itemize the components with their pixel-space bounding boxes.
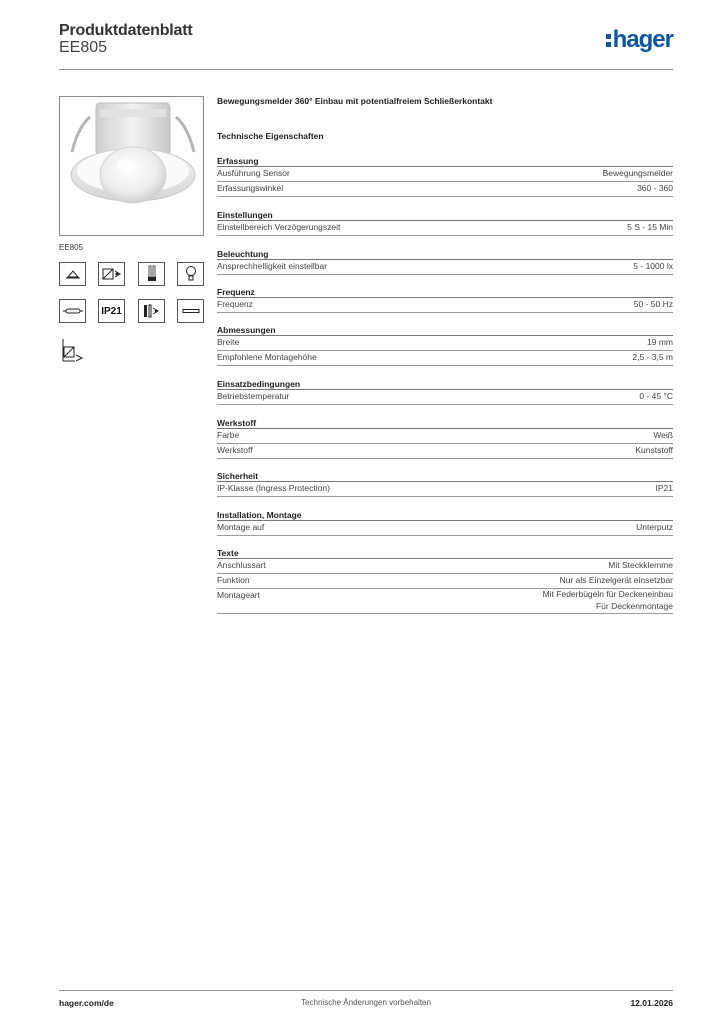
spec-value: 50 - 50 Hz [633,299,673,309]
product-description: Bewegungsmelder 360° Einbau mit potentialfreiem Schließerkontakt [217,96,493,106]
ip-rating-label: IP21 [101,305,122,317]
spec-key: Einstellbereich Verzögerungszeit [217,222,341,232]
spec-key: Farbe [217,430,240,440]
spec-row [217,444,673,459]
spec-key: Ausführung Sensor [217,168,290,178]
spec-key: Werkstoff [217,445,253,455]
spec-value: Weiß [653,430,673,440]
spec-row [217,574,673,589]
spec-value-line-1: Mit Federbügeln für Deckeneinbau [542,589,673,599]
group-title: Sicherheit [217,471,673,482]
incandescent-bulb-icon [177,262,204,286]
spec-value: IP21 [655,483,673,493]
product-photo [59,96,204,236]
group-title: Texte [217,548,673,559]
spec-row [217,182,673,197]
spec-value: Unterputz [636,522,673,532]
led-driver-icon [138,299,165,323]
spec-group-einsatzbedingungen [217,379,673,405]
spec-value: 5 - 1000 lx [633,261,673,271]
spec-key: Ansprechhelligkeit einstellbar [217,261,328,271]
group-title: Abmessungen [217,325,673,336]
hager-logo [606,28,673,52]
spec-key: Frequenz [217,299,253,309]
spec-key: Breite [217,337,240,347]
footer-notice: Technische Änderungen vorbehalten [301,998,431,1007]
spec-value: 0 - 45 °C [639,391,673,401]
spec-row [217,589,673,614]
group-title: Einsatzbedingungen [217,379,673,390]
spec-key: Funktion [217,575,250,585]
ip21-icon [98,299,125,323]
spec-row [217,429,673,444]
motor-load-icon [59,336,86,366]
spec-key: Empfohlene Montagehöhe [217,352,317,362]
spec-row [217,521,673,536]
spec-row [217,336,673,351]
group-title: Beleuchtung [217,249,673,260]
spec-key: Montageart [217,590,260,600]
page-footer [59,990,673,1010]
spec-group-erfassung [217,156,673,197]
spec-value: Bewegungsmelder [602,168,673,178]
spec-group-werkstoff [217,418,673,459]
motion-detector-image [60,97,204,236]
spec-group-einstellungen [217,210,673,236]
spec-value: Mit Steckklemme [608,560,673,570]
spec-group-texte [217,548,673,614]
page-header [59,20,673,70]
spec-key: Erfassungswinkel [217,183,284,193]
spec-group-sicherheit [217,471,673,497]
spec-row [217,298,673,313]
logo-dots-icon [606,34,611,47]
mounting-ceiling-icon [59,262,86,286]
halogen-tube-icon [59,299,86,323]
spec-value: Kunststoff [635,445,673,455]
group-title: Installation, Montage [217,510,673,521]
spec-key: Betriebstemperatur [217,391,290,401]
spec-row [217,221,673,236]
footer-date: 12.01.2026 [630,998,673,1008]
group-title: Einstellungen [217,210,673,221]
spec-key: IP-Klasse (Ingress Protection) [217,483,330,493]
spec-row [217,167,673,182]
spec-value: Nur als Einzelgerät einsetzbar [559,575,673,585]
motion-detection-icon [98,262,125,286]
group-title: Werkstoff [217,418,673,429]
spec-value-line-2: Für Deckenmontage [595,600,673,611]
spec-value: 360 - 360 [637,183,673,193]
spec-group-abmessungen [217,325,673,366]
spec-heading: Technische Eigenschaften [217,131,324,141]
spec-group-installation [217,510,673,536]
group-title: Frequenz [217,287,673,298]
spec-row [217,390,673,405]
spec-row [217,482,673,497]
spec-value: 5 S - 15 Min [627,222,673,232]
spec-value: 2,5 - 3,5 m [632,352,673,362]
footer-website-link[interactable]: hager.com/de [59,998,114,1008]
spec-key: Montage auf [217,522,265,532]
spec-value: 19 mm [647,337,673,347]
spec-group-beleuchtung [217,249,673,275]
fluorescent-lamp-icon [138,262,165,286]
product-code: EE805 [59,39,108,56]
group-title: Erfassung [217,156,673,167]
photo-caption: EE805 [59,243,84,252]
spec-row [217,559,673,574]
linear-lamp-icon [177,299,204,323]
logo-text: hager [612,26,673,53]
spec-value [543,589,673,613]
spec-group-frequenz [217,287,673,313]
spec-row [217,351,673,366]
spec-row [217,260,673,275]
document-title: Produktdatenblatt [59,22,193,39]
spec-key: Anschlussart [217,560,266,570]
